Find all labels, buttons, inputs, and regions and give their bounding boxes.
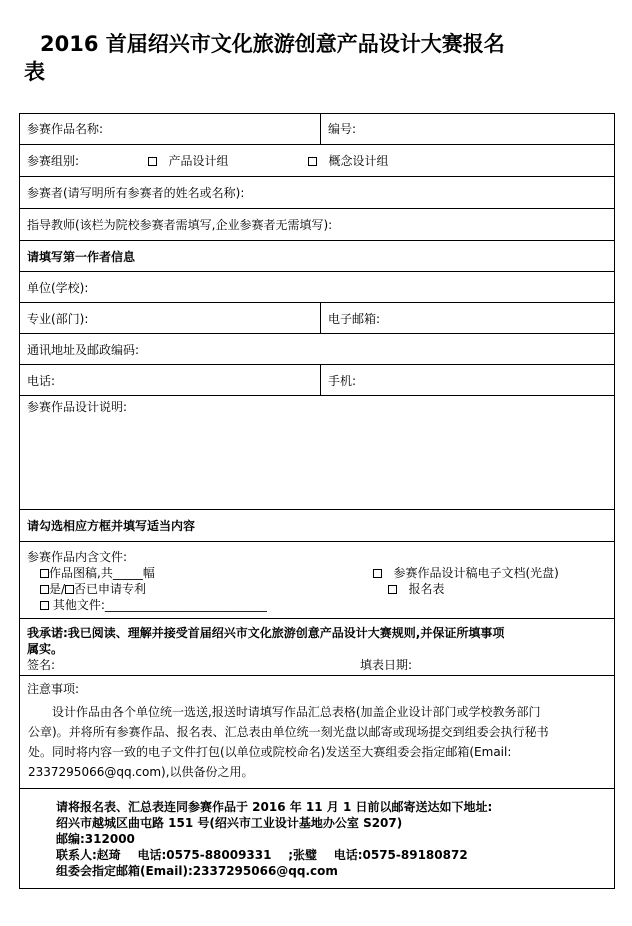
group-concept-label: 概念设计组 [328, 154, 389, 168]
checkbox-drawings[interactable] [40, 569, 49, 578]
group-label: 参赛组别: [27, 154, 80, 168]
row-address[interactable] [20, 334, 614, 365]
checkbox-product-group[interactable] [148, 157, 157, 166]
notes-line-2: 公章)。并将所有参赛作品、报名表、汇总表由单位统一刻光盘以邮寄或现场提交到组委会执行秘书 [28, 725, 549, 739]
file-patent-option[interactable] [40, 582, 146, 596]
checkbox-concept-group[interactable] [308, 157, 317, 166]
notes-line-3: 处。同时将内容一致的电子文件打包(以单位或院校命名)发送至大赛组委会指定邮箱(Email: [28, 745, 512, 759]
row-first-author-header [20, 241, 614, 272]
email-field[interactable] [320, 303, 614, 333]
registration-form [19, 113, 615, 889]
file-form-option[interactable] [388, 582, 444, 596]
work-name-field[interactable] [20, 114, 320, 144]
file-electronic-option[interactable] [373, 566, 559, 580]
file-other-option[interactable] [40, 598, 267, 612]
file-patent-no-label: 否已申请专利 [74, 582, 147, 596]
title-line-1: 2016 首届绍兴市文化旅游创意产品设计大赛报名 [40, 32, 505, 56]
fill-date-label[interactable]: 填表日期: [360, 658, 413, 672]
file-drawings-option[interactable] [40, 566, 155, 580]
file-electronic-label: 参赛作品设计稿电子文档(光盘) [393, 566, 559, 580]
pledge-text-line-1: 我承诺:我已阅读、理解并接受首届绍兴市文化旅游创意产品设计大赛规则,并保证所填事项 [27, 626, 505, 640]
file-other-label: 其他文件:___________________________ [52, 598, 267, 612]
notes-line-4: 2337295066@qq.com),以供备份之用。 [28, 765, 254, 779]
checkbox-form[interactable] [388, 585, 397, 594]
notes-title: 注意事项: [27, 682, 80, 696]
row-participants[interactable] [20, 177, 614, 209]
participants-label: 参赛者(请写明所有参赛者的姓名或名称): [27, 186, 245, 200]
major-label: 专业(部门): [27, 312, 89, 326]
unit-label: 单位(学校): [27, 281, 89, 295]
mobile-field[interactable] [320, 365, 614, 395]
major-field[interactable] [20, 303, 320, 333]
file-patent-yes-label: 是/ [49, 582, 66, 596]
check-header: 请勾选相应方框并填写适当内容 [27, 519, 196, 533]
file-drawings-label: 作品图稿,共_____幅 [49, 566, 155, 580]
first-author-header: 请填写第一作者信息 [27, 250, 136, 264]
advisor-label: 指导教师(该栏为院校参赛者需填写,企业参赛者无需填写): [27, 218, 333, 232]
phone-field[interactable] [20, 365, 320, 395]
mailing-postcode: 邮编:312000 [56, 832, 135, 846]
work-name-label: 参赛作品名称: [27, 122, 104, 136]
group-product-option[interactable] [148, 154, 228, 168]
row-major-email [20, 303, 614, 334]
checkbox-patent-yes[interactable] [40, 585, 49, 594]
form-title [24, 30, 614, 86]
row-pledge [20, 619, 614, 676]
row-work-name [20, 114, 614, 145]
group-product-label: 产品设计组 [168, 154, 229, 168]
row-mailing [20, 789, 614, 888]
row-check-header [20, 510, 614, 542]
row-design-description[interactable] [20, 396, 614, 510]
title-line-2: 表 [24, 60, 45, 84]
row-advisor[interactable] [20, 209, 614, 241]
row-phone-mobile [20, 365, 614, 396]
email-label: 电子邮箱: [328, 312, 381, 326]
mailing-address: 绍兴市越城区曲屯路 151 号(绍兴市工业设计基地办公室 S207) [56, 816, 403, 830]
signature-label[interactable]: 签名: [27, 658, 56, 672]
pledge-text-line-2: 属实。 [27, 642, 64, 656]
mailing-line-1: 请将报名表、汇总表连同参赛作品于 2016 年 11 月 1 日前以邮寄送达如下地址: [56, 800, 493, 814]
checkbox-patent-no[interactable] [65, 585, 74, 594]
serial-no-label: 编号: [328, 122, 357, 136]
mailing-email: 组委会指定邮箱(Email):2337295066@qq.com [56, 864, 338, 878]
files-label: 参赛作品内含文件: [27, 550, 128, 564]
row-unit[interactable] [20, 272, 614, 303]
checkbox-other[interactable] [40, 601, 49, 610]
file-form-label: 报名表 [408, 582, 445, 596]
mailing-contacts: 联系人:赵琦 电话:0575-88009331 ;张璧 电话:0575-89180872 [56, 848, 468, 862]
notes-line-1: 设计作品由各个单位统一选送,报送时请填写作品汇总表格(加盖企业设计部门或学校教务部门 [52, 705, 541, 719]
phone-label: 电话: [27, 374, 56, 388]
row-group [20, 145, 614, 177]
mobile-label: 手机: [328, 374, 357, 388]
group-concept-option[interactable] [308, 154, 388, 168]
row-notes [20, 676, 614, 789]
row-files [20, 542, 614, 619]
design-description-label: 参赛作品设计说明: [27, 400, 128, 414]
address-label: 通讯地址及邮政编码: [27, 343, 140, 357]
serial-no-field[interactable] [320, 114, 614, 144]
checkbox-electronic[interactable] [373, 569, 382, 578]
